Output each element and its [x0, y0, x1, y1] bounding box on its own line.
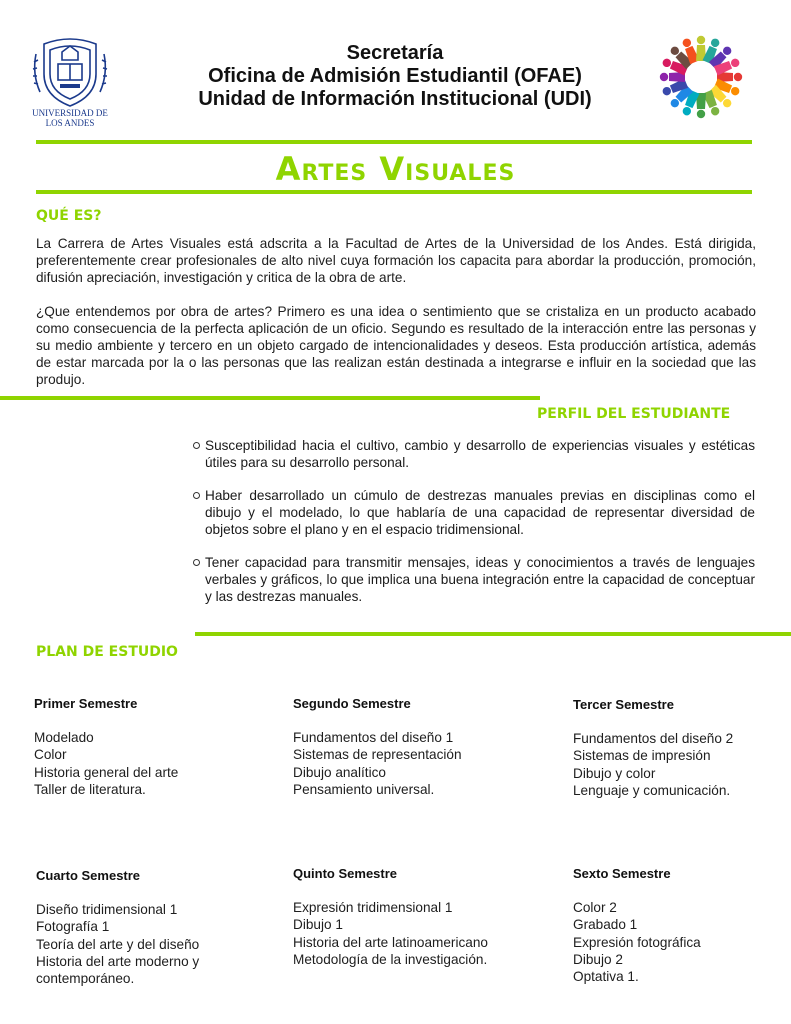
course-item: Taller de literatura.	[34, 781, 146, 797]
plan-heading: PLAN DE ESTUDIO	[36, 644, 178, 660]
course-item: Expresión tridimensional 1	[293, 900, 453, 915]
semester-title: Sexto Semestre	[573, 866, 671, 881]
semester-block	[293, 696, 513, 798]
course-item: Historia del arte moderno y	[36, 953, 200, 969]
que-es-paragraph-1: La Carrera de Artes Visuales está adscrita a la Facultad de Artes de la Universidad de los Andes. Está dirigida, preferentemente crear profesionales de alto nivel cuya formación los capacita para abordar la producción, promoción, difusión apreciación, investigación y critica de la obra de arte.	[36, 236, 756, 285]
course-item: Optativa 1.	[573, 969, 639, 985]
course-item: Sistemas de representación	[293, 747, 462, 763]
course-item: Sistemas de impresión	[573, 748, 711, 764]
course-item: Teoría del arte y del diseño	[36, 936, 200, 952]
bullet-icon	[193, 559, 200, 566]
list-item	[193, 487, 755, 538]
semester-title: Primer Semestre	[34, 696, 138, 711]
page-title: Artes Visuales	[275, 150, 516, 188]
semester-block	[34, 696, 254, 798]
people-circle-logo-icon	[656, 32, 746, 122]
header-line-2: Oficina de Admisión Estudiantil (OFAE)	[208, 65, 582, 87]
course-item: Dibujo y color	[573, 765, 656, 781]
perfil-rule	[195, 632, 791, 636]
semester-block	[293, 866, 513, 968]
course-item: Dibujo analítico	[293, 764, 386, 780]
bullet-icon	[193, 442, 200, 449]
course-item: Historia del arte latinoamericano	[293, 934, 488, 950]
course-item: Historia general del arte	[34, 764, 179, 780]
course-list	[34, 729, 254, 798]
course-item: contemporáneo.	[36, 971, 135, 987]
course-item: Lenguaje y comunicación.	[573, 782, 731, 798]
semester-block	[573, 866, 791, 985]
perfil-list	[193, 437, 755, 621]
header-line-1: Secretaría	[346, 42, 444, 64]
perfil-item-text: Tener capacidad para transmitir mensajes, ideas y conocimientos a través de lenguajes verbales y gráficos, lo que implica una buena integración entre la capacidad de conceptuar y las destrezas manuales.	[205, 555, 755, 604]
course-item: Modelado	[34, 730, 94, 745]
semester-block	[36, 868, 256, 987]
semester-title: Segundo Semestre	[293, 696, 411, 711]
course-list	[36, 901, 256, 987]
list-item	[193, 437, 755, 471]
course-item: Color	[34, 747, 67, 763]
bullet-icon	[193, 492, 200, 499]
semester-title: Cuarto Semestre	[36, 868, 141, 883]
course-item: Color 2	[573, 900, 617, 915]
course-item: Dibujo 2	[573, 951, 623, 967]
course-item: Diseño tridimensional 1	[36, 902, 178, 917]
course-list	[573, 899, 791, 985]
course-item: Fundamentos del diseño 2	[573, 731, 734, 746]
page-header	[120, 42, 670, 111]
course-item: Dibujo 1	[293, 917, 343, 933]
semester-title: Quinto Semestre	[293, 866, 398, 881]
course-item: Fundamentos del diseño 1	[293, 730, 454, 745]
header-rule	[36, 140, 752, 144]
university-seal-icon	[30, 34, 110, 108]
semester-title: Tercer Semestre	[573, 697, 674, 712]
perfil-heading: PERFIL DEL ESTUDIANTE	[537, 406, 731, 422]
header-line-3: Unidad de Información Institucional (UDI)	[198, 88, 592, 110]
course-item: Pensamiento universal.	[293, 781, 435, 797]
course-item: Fotografía 1	[36, 919, 110, 935]
course-list	[293, 899, 513, 968]
title-rule	[36, 190, 752, 194]
course-item: Grabado 1	[573, 917, 638, 933]
course-list	[573, 730, 791, 799]
que-es-paragraph-2: ¿Que entendemos por obra de artes? Primero es una idea o sentimiento que se cristaliza en un producto acabado como consecuencia de la perfecta aplicación de un oficio. Segundo es resultado de la interacción entre las personas y su medio ambiente y tercero en un objeto cargado de intencionalidades y deseos. Esta producción artística, además de estar marcada por la o las personas que las realizan están destinada a integrarse e influir en la sociedad que las produjo.	[36, 304, 756, 387]
right-logo	[656, 32, 746, 122]
perfil-item-text: Haber desarrollado un cúmulo de destrezas manuales previas en disciplinas como el dibujo y el modelado, lo que hablaría de una capacidad de representar diversidad de objetos sobre el plano y en el espacio tridimensional.	[205, 488, 755, 537]
semester-block	[573, 697, 791, 799]
perfil-item-text: Susceptibilidad hacia el cultivo, cambio y desarrollo de experiencias visuales y estéticas útiles para su desarrollo personal.	[205, 438, 755, 470]
university-logo	[30, 34, 110, 134]
university-logo-text: UNIVERSIDAD DE LOS ANDES	[32, 108, 108, 128]
course-item: Expresión fotográfica	[573, 934, 701, 950]
que-es-rule	[0, 396, 540, 400]
course-list	[293, 729, 513, 798]
que-es-heading: QUÉ ES?	[36, 208, 102, 224]
course-item: Metodología de la investigación.	[293, 951, 488, 967]
list-item	[193, 554, 755, 605]
